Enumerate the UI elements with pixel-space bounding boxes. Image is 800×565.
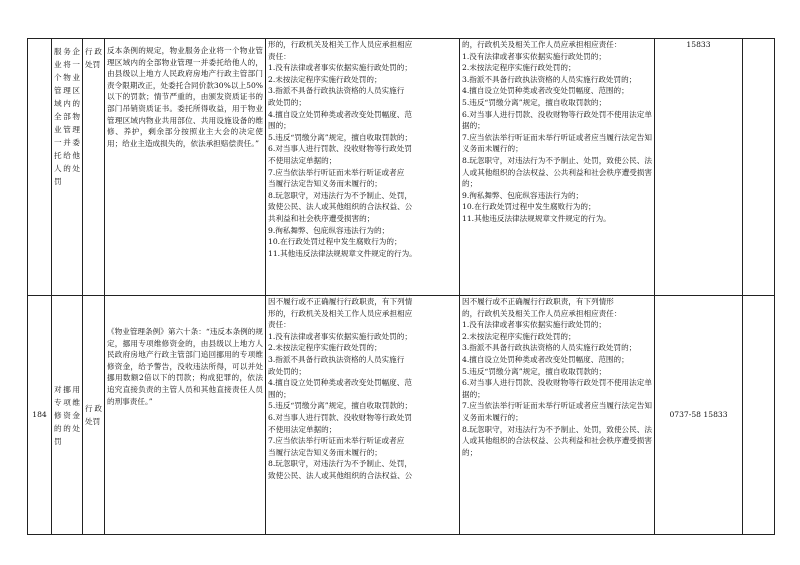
resp-line: 4.擅自设立处罚种类或者改变处罚幅度、范围的； (462, 354, 629, 364)
resp-line: 5.违反“罚缴分离”规定，擅自收取罚款的； (268, 132, 413, 142)
resp-line: 3.指派不具备行政执法资格的人员实施行 (268, 86, 405, 96)
resp-line: 6.对当事人进行罚款、没收财物等行政处罚不使用法定单据的； (462, 109, 652, 131)
resp-line: 9.徇私舞弊、包庇纵容违法行为的； (462, 190, 584, 200)
resp-line: 4.擅自设立处罚种类或者改变处罚幅度、范 (268, 378, 412, 388)
resp-line: 形的，行政机关及相关工作人员应承担相应 (268, 308, 413, 318)
resp-line: 1.没有法律或者事实依据实施行政处罚的； (268, 331, 412, 341)
table-row (28, 296, 775, 535)
penalty-type-text: 行政处罚 (85, 47, 102, 69)
resp-line: 8.玩忽职守，对违法行为不予制止、处罚， (268, 190, 412, 200)
resp-line: 5.违反“罚缴分离”规定，擅自收取罚款的； (462, 366, 607, 376)
resp-line: 1.没有法律或者事实依据实施行政处罚的； (462, 320, 606, 330)
resp-line: 不使用法定单据的； (268, 155, 337, 165)
remarks (743, 296, 775, 535)
resp-line: 2.未按法定程序实施行政处罚的； (268, 343, 382, 353)
resp-line: 8.玩忽职守，对违法行为不予制止、处罚，致使公民、法人或其他组织的合法权益、公共利益和社会秩序遭受损害的； (462, 155, 652, 189)
responsibility-left (266, 296, 460, 535)
resp-line: 6.对当事人进行罚款、没收财物等行政处罚 (268, 144, 412, 154)
table-row (28, 39, 775, 296)
item-name-text: 服务企业将一个物业管理区域内的全部物业管理一并委托给他人的处罚 (54, 47, 80, 186)
legal-basis (105, 39, 266, 296)
resp-line: 责任： (268, 51, 291, 61)
legal-basis (105, 296, 266, 535)
resp-line: 4.擅自设立处罚种类或者改变处罚幅度、范围的； (462, 86, 629, 96)
row-index (28, 39, 52, 296)
item-name (52, 39, 83, 296)
resp-line: 2.未按法定程序实施行政处罚的； (268, 74, 382, 84)
resp-line: 11.其他违反法律法规规章文件规定的行为。 (268, 248, 417, 258)
resp-line: 2.未按法定程序实施行政处罚的； (462, 63, 576, 73)
contact-phone: 0737-58 15833 (655, 296, 743, 535)
resp-line: 围的； (268, 121, 291, 131)
resp-line: 当履行法定告知义务而未履行的； (268, 179, 382, 189)
penalty-table (27, 38, 775, 535)
resp-line: 6.对当事人进行罚款、没收财物等行政处罚不使用法定单据的； (462, 378, 652, 399)
resp-line: 3.指派不具备行政执法资格的人员实施行政处罚的； (462, 74, 637, 84)
resp-line: 政处罚的； (268, 366, 306, 376)
resp-line: 8.玩忽职守，对违法行为不予制止、处罚，致使公民、法人或其他组织的合法权益、公共利益和社会秩序遭受损害的； (462, 424, 652, 457)
legal-basis-text: 反本条例的规定，物业服务企业将一个物业管理区域内的全部物业管理一并委托给他人的，由县级以上地方人民政府房地产行政主管部门责令限期改正，处委托合同价款30%以上50%以下的罚款；情节严重的，由颁发资质证书的部门吊销资质证书。委托所得收益，用于物业管理区域内物业共用部位、共用设施设备的维修、养护，剩余部分按照业主大会的决定使用；给业主造成损失的，依法承担赔偿责任。” (107, 46, 263, 148)
legal-basis-text: 《物业管理条例》第六十条：“违反本条例的规定，挪用专项维修资金的，由县级以上地方人民政府房地产行政主管部门追回挪用的专项维修资金，给予警告，没收违法所得，可以并处挪用数额2倍以下的罚款；构成犯罪的，依法追究直接负责的主管人员和其他直接责任人员的刑事责任。” (107, 327, 263, 406)
resp-line: 6.对当事人进行罚款、没收财物等行政处罚 (268, 412, 412, 422)
resp-line: 的，行政机关及相关工作人员应承担相应责任： (462, 308, 622, 318)
resp-line: 因不履行或不正确履行行政职责，有下列情 (268, 297, 413, 306)
resp-line: 7.应当依法举行听证而未举行听证或者应 (268, 436, 405, 446)
resp-line: 3.指派不具备行政执法资格的人员实施行政处罚的； (462, 343, 637, 353)
resp-line: 10.在行政处罚过程中发生腐败行为的； (462, 202, 596, 212)
resp-line: 4.擅自设立处罚种类或者改变处罚幅度、范 (268, 109, 412, 119)
resp-line: 围的； (268, 389, 291, 399)
resp-line: 7.应当依法举行听证而未举行听证或者应当履行法定告知义务而未履行的； (462, 132, 652, 154)
resp-line: 1.没有法律或者事实依据实施行政处罚的； (268, 63, 412, 73)
resp-line: 5.违反“罚缴分离”规定，擅自收取罚款的； (268, 401, 413, 411)
resp-line: 致使公民、法人或其他组织的合法权益、公 (268, 470, 413, 480)
resp-line: 不使用法定单据的； (268, 424, 337, 434)
resp-line: 2.未按法定程序实施行政处罚的； (462, 331, 576, 341)
item-name (52, 296, 83, 535)
resp-line: 的，行政机关及相关工作人员应承担相应责任： (462, 40, 622, 49)
resp-line: 8.玩忽职守，对违法行为不予制止、处罚， (268, 459, 412, 469)
item-name-text: 对挪用专项维修资金的的处罚 (54, 384, 80, 446)
penalty-type-text: 行政处罚 (85, 404, 102, 426)
resp-line: 形的，行政机关及相关工作人员应承担相应 (268, 40, 413, 49)
penalty-type (83, 39, 105, 296)
resp-line: 1.没有法律或者事实依据实施行政处罚的； (462, 51, 606, 61)
row-index: 184 (28, 296, 52, 535)
responsibility-left (266, 39, 460, 296)
remarks (743, 39, 775, 296)
resp-line: 7.应当依法举行听证而未举行听证或者应 (268, 167, 405, 177)
penalty-type (83, 296, 105, 535)
resp-line: 7.应当依法举行听证而未举行听证或者应当履行法定告知义务而未履行的； (462, 401, 652, 422)
resp-line: 致使公民、法人或其他组织的合法权益、公 (268, 202, 413, 212)
resp-line: 责任： (268, 320, 291, 330)
resp-line: 9.徇私舞弊、包庇纵容违法行为的； (268, 225, 390, 235)
resp-line: 共利益和社会秩序遭受损害的； (268, 213, 375, 223)
resp-line: 政处罚的； (268, 97, 306, 107)
contact-phone: 15833 (655, 39, 743, 296)
responsibility-right (460, 39, 655, 296)
resp-line: 3.指派不具备行政执法资格的人员实施行 (268, 354, 405, 364)
responsibility-right (460, 296, 655, 535)
resp-line: 5.违反“罚缴分离”规定，擅自收取罚款的； (462, 97, 607, 107)
resp-line: 11.其他违反法律法规规章文件规定的行为。 (462, 213, 611, 223)
resp-line: 当履行法定告知义务而未履行的； (268, 447, 382, 457)
resp-line: 10.在行政处罚过程中发生腐败行为的； (268, 237, 402, 247)
resp-line: 因不履行或不正确履行行政职责，有下列情形 (462, 297, 614, 306)
